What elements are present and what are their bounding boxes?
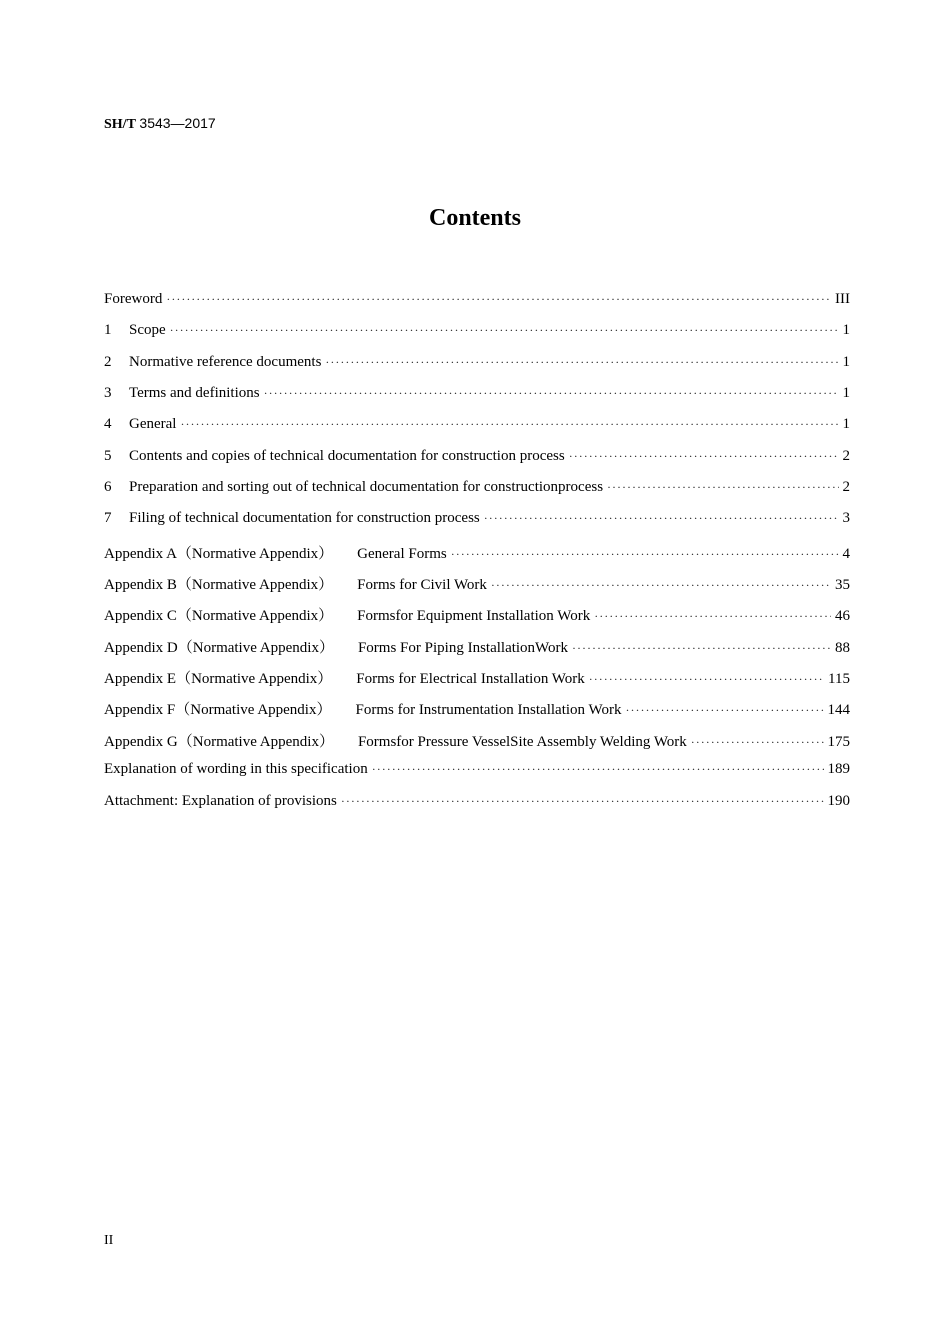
toc-entry-label: Formsfor Equipment Installation Work [357, 608, 591, 625]
toc-leader-dots [451, 547, 839, 562]
toc-leader-dots [589, 672, 824, 687]
table-of-contents [104, 291, 850, 824]
standard-number: 3543—2017 [139, 115, 216, 131]
toc-entry[interactable] [104, 354, 850, 385]
toc-entry-appendix: Appendix A（Normative Appendix） [104, 545, 334, 562]
toc-entry-page: 190 [827, 792, 850, 809]
toc-entry[interactable] [104, 573, 850, 604]
toc-leader-dots [372, 762, 824, 777]
toc-entry[interactable] [104, 698, 850, 729]
toc-entry-page: 4 [842, 545, 850, 562]
toc-entry-number: 5 [104, 447, 112, 464]
standard-code: SH/T [104, 117, 136, 132]
toc-entry-appendix: Appendix C（Normative Appendix） [104, 608, 334, 625]
toc-leader-dots [569, 449, 839, 464]
toc-entry-label: General [129, 416, 177, 433]
toc-entry[interactable] [104, 604, 850, 635]
toc-leader-dots [572, 641, 831, 656]
toc-entry[interactable] [104, 793, 850, 824]
toc-entry-number: 2 [104, 353, 112, 370]
page-number: II [104, 1233, 114, 1248]
toc-entry-label: Explanation of wording in this specification [104, 761, 368, 778]
toc-entry[interactable] [104, 667, 850, 698]
document-header [104, 115, 216, 133]
toc-entry-page: 1 [842, 353, 850, 370]
toc-entry-label: General Forms [357, 545, 447, 562]
toc-entry[interactable] [104, 479, 850, 510]
toc-leader-dots [484, 511, 839, 526]
toc-entry-label: Formsfor Pressure VesselSite Assembly Welding Work [357, 733, 687, 750]
page-title: Contents [428, 205, 521, 231]
toc-entry[interactable] [104, 448, 850, 479]
toc-entry[interactable] [104, 730, 850, 761]
toc-entry-number: 1 [104, 322, 112, 339]
toc-leader-dots [625, 703, 823, 718]
toc-entry-number: 7 [104, 510, 112, 527]
toc-entry-label: Forms For Piping InstallationWork [357, 639, 569, 656]
toc-entry-number: 6 [104, 479, 112, 496]
toc-leader-dots [341, 794, 824, 809]
toc-entry[interactable] [104, 636, 850, 667]
toc-entry-page: III [835, 291, 850, 307]
toc-entry-label: Forms for Instrumentation Installation Work [355, 702, 622, 719]
toc-leader-dots [594, 609, 831, 624]
toc-entry[interactable] [104, 761, 850, 792]
toc-entry-label: Foreword [104, 291, 163, 307]
toc-entry-page: 2 [842, 479, 850, 496]
toc-entry-page: 35 [835, 577, 850, 594]
toc-leader-dots [607, 480, 838, 495]
toc-entry-appendix: Appendix B（Normative Appendix） [104, 577, 334, 594]
toc-leader-dots [691, 735, 824, 750]
toc-entry-label: Forms for Electrical Installation Work [356, 671, 585, 688]
toc-entry[interactable] [104, 542, 850, 573]
toc-entry-page: 2 [842, 447, 850, 464]
toc-entry-page: 1 [842, 416, 850, 433]
toc-entry-page: 189 [827, 761, 850, 778]
toc-entry-page: 3 [842, 510, 850, 527]
toc-entry-page: 1 [842, 385, 850, 402]
toc-entry-label: Filing of technical documentation for construction process [129, 510, 480, 527]
toc-entry-label: Terms and definitions [129, 385, 260, 402]
toc-entry[interactable] [104, 510, 850, 541]
toc-entry-label: Attachment: Explanation of provisions [104, 792, 337, 809]
toc-entry-page: 144 [827, 702, 850, 719]
toc-entry-page: 175 [827, 733, 850, 750]
toc-entry-label: Preparation and sorting out of technical documentation for constructionprocess [129, 479, 604, 496]
toc-leader-dots [166, 292, 831, 307]
toc-entry[interactable] [104, 322, 850, 353]
toc-entry-appendix: Appendix E（Normative Appendix） [104, 671, 333, 688]
toc-entry-label: Normative reference documents [129, 353, 322, 370]
toc-entry[interactable] [104, 385, 850, 416]
toc-entry-label: Contents and copies of technical documentation for construction process [129, 447, 565, 464]
toc-entry-page: 46 [835, 608, 850, 625]
toc-entry-number: 4 [104, 416, 112, 433]
toc-entry-appendix: Appendix D（Normative Appendix） [104, 639, 334, 656]
toc-entry[interactable] [104, 416, 850, 447]
toc-leader-dots [264, 386, 839, 401]
toc-leader-dots [491, 578, 831, 593]
toc-entry-label: Scope [129, 322, 166, 339]
toc-entry-page: 1 [842, 322, 850, 339]
toc-leader-dots [325, 355, 838, 370]
toc-entry-page: 115 [828, 671, 850, 688]
toc-entry-appendix: Appendix F（Normative Appendix） [104, 702, 332, 719]
toc-entry-appendix: Appendix G（Normative Appendix） [104, 733, 334, 750]
toc-entry[interactable] [104, 291, 850, 322]
toc-entry-number: 3 [104, 385, 112, 402]
toc-entry-label: Forms for Civil Work [357, 577, 487, 594]
toc-leader-dots [180, 417, 838, 432]
toc-entry-page: 88 [835, 639, 850, 656]
toc-leader-dots [170, 323, 839, 338]
